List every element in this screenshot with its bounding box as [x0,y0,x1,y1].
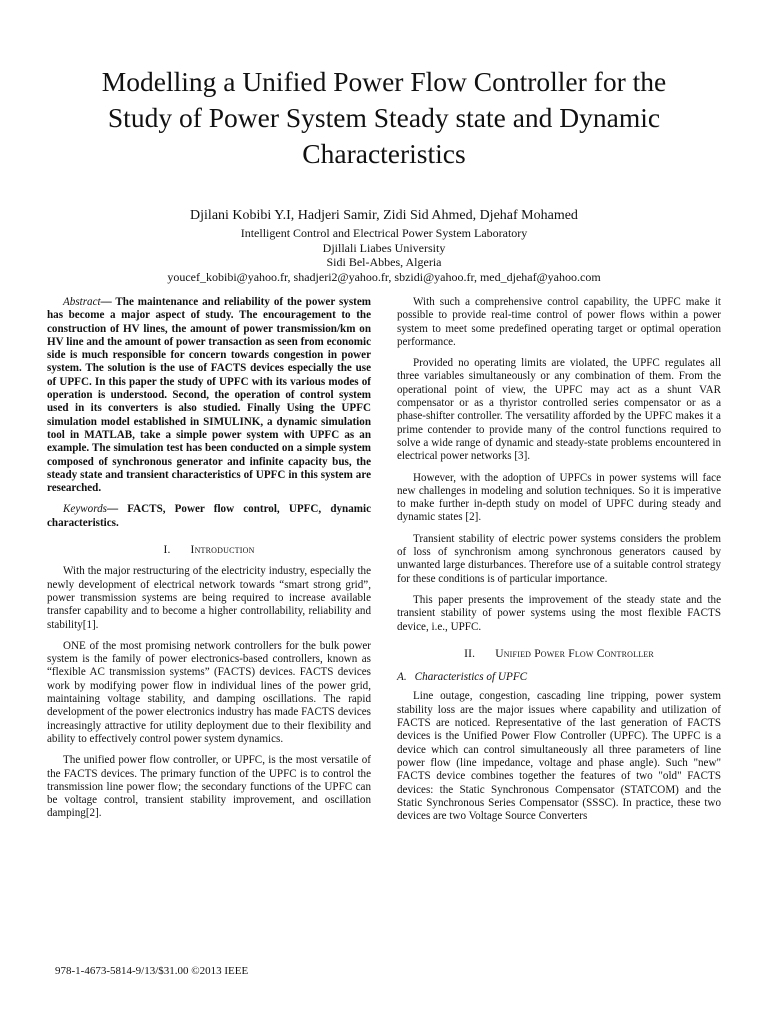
section-number: I. [163,544,171,557]
right-column [397,296,721,831]
abstract-text: The maintenance and reliability of the power system has become a major aspect of study. The encouragement to the construction of HV lines, the amount of power transmission/km on HV line and the amount of power transaction as seen from economic side is much responsible for concern towards congestion in power system. The solution is the use of FACTS devices especially the use of UPFC. In this paper the study of UPFC with its various modes of operation is understood. Second, the operation of control system used in its converters is also studied. Finally Using the UPFC simulation model established in SIMULINK, a dynamic simulation tool in MATLAB, take a simple power system with UPFC as an example. The simulation test has been conducted on a simple system composed of synchronous generator and infinite capacity bus, the steady state and transient characteristics of UPFC in this system are researched. [47,296,371,495]
keywords-label: Keywords [63,503,107,516]
body-paragraph: Provided no operating limits are violated, the UPFC regulates all three variables simultaneously or any combination of them. From the operational point of view, the UPFC may act as a shunt VAR compensator or as a thyristor controlled series compensator or as a phase-shifter controller. The versatility afforded by the UPFC makes it a prime contender to provide many of the control functions required to solve a wide range of dynamic and steady-state problems encountered in electrical power networks [3]. [397,357,721,463]
subsection-heading [397,671,721,684]
body-paragraph: Line outage, congestion, cascading line tripping, power system stability loss are the major issues where capability and utilization of FACTS are noticed. Representative of the last generation of FACTS devices is the Unified Power Flow Controller (UPFC). The UPFC is a device which can control simultaneously all three parameters of line power flow (line impedance, voltage and phase angle). Such "new" FACTS device combines together the features of two "old" FACTS devices: the Static Synchronous Compensator (STATCOM) and the Static Synchronous Series Compensator (SSSC). In practice, these two devices are two Voltage Source Converters [397,690,721,823]
body-paragraph: However, with the adoption of UPFCs in power systems will face new challenges in modeling and solution techniques. So it is imperative to make further in-depth study on model of UPFC during steady and dynamic states [2]. [397,471,721,524]
abstract-label: Abstract [63,296,101,308]
section-number: II. [464,647,476,660]
section-heading-introduction [47,544,371,557]
copyright-footer: 978-1-4673-5814-9/13/$31.00 ©2013 IEEE [55,965,249,977]
title-line: Study of Power System Steady state and Dynamic [107,102,661,133]
body-paragraph: This paper presents the improvement of the steady state and the transient stability of power systems using the most flexible FACTS device, i.e., UPFC. [397,593,721,633]
subsection-title: Characteristics of UPFC [414,671,528,684]
affiliation-university: Djillali Liabes University [322,240,446,255]
body-paragraph: With such a comprehensive control capability, the UPFC make it possible to provide real-time control of power flows within a power system to meet some predefined operating target or optimal operation performance. [397,296,721,348]
section-title: Unified Power Flow Controller [495,647,654,660]
affiliation-block [40,226,728,284]
affiliation-lab: Intelligent Control and Electrical Power System Laboratory [240,226,528,240]
author-emails: youcef_kobibi@yahoo.fr, shadjeri2@yahoo.fr, sbzidi@yahoo.fr, med_djehaf@yahoo.com [167,269,601,284]
title-line: Modelling a Unified Power Flow Controller for the [101,66,667,97]
section-title: Introduction [190,544,255,557]
body-paragraph: Transient stability of electric power systems considers the problem of loss of synchronism among synchronous generators caused by unwanted large disturbances. Therefore use of a suitable control strategy for these conditions is of particular importance. [397,532,721,585]
body-paragraph: ONE of the most promising network controllers for the bulk power system is the family of power electronics-based controllers, known as “flexible AC transmission systems” (FACTS) devices. FACTS devices work by modifying power flow in individual lines of the power grid, maintaining voltage stability, and damping oscillations. The rapid development of the power electronics industry has made FACTS devices increasingly attractive for utility deployment due to their flexibility and ability to effectively control power system dynamics. [47,639,371,745]
body-paragraph: With the major restructuring of the electricity industry, especially the newly development of electrical network towards “smart strong grid”, power transmission systems are being required to increase available transfer capability and to become a higher controllability, reliability and stability[1]. [47,565,371,631]
author-list: Djilani Kobibi Y.I, Hadjeri Samir, Zidi Sid Ahmed, Djehaf Mohamed [190,208,578,223]
keywords [47,503,371,530]
affiliation-location: Sidi Bel-Abbes, Algeria [326,255,442,269]
keywords-dash: — [106,503,128,516]
title-line: Characteristics [302,138,466,169]
abstract-dash: — [100,296,116,308]
paper-title [40,64,728,172]
left-column [47,296,371,829]
section-heading-upfc [397,648,721,661]
body-paragraph: The unified power flow controller, or UPFC, is the most versatile of the FACTS devices. The primary function of the UPFC is to control the transmission line power flow; the secondary functions of the UPFC can be voltage control, transient stability improvement, and oscillation damping[2]. [47,754,371,820]
keywords-text: FACTS, Power flow control, UPFC, dynamic characteristics. [47,503,371,529]
subsection-number: A. [397,671,407,684]
abstract [47,296,371,495]
